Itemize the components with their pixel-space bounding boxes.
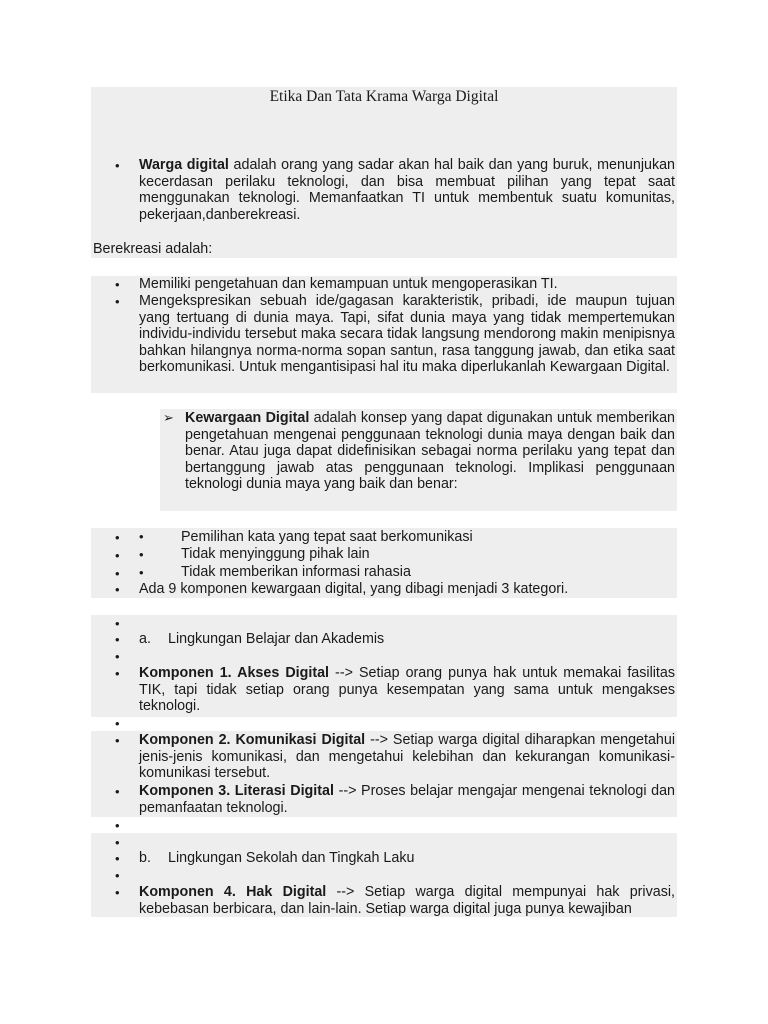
kewargaan-digital-term: Kewargaan Digital <box>185 410 310 426</box>
bullet-icon: • <box>115 649 120 664</box>
document-title: Etika Dan Tata Krama Warga Digital <box>269 88 499 105</box>
bullet-icon: • <box>139 565 144 580</box>
bullet-icon: • <box>115 632 120 647</box>
category-b-letter: b. <box>139 850 151 866</box>
list-item: Memiliki pengetahuan dan kemampuan untuk mengoperasikan TI. <box>139 276 558 292</box>
komponen-3-text: --> Proses belajar mengajar mengenai teknologi dan pemanfaatan teknologi. <box>139 783 675 816</box>
category-a-label: Lingkungan Belajar dan Akademis <box>168 631 385 647</box>
warga-digital-term: Warga digital <box>139 157 229 173</box>
komponen-3-term: Komponen 3. Literasi Digital <box>139 783 334 799</box>
komponen-1-text: --> Setiap orang punya hak untuk memakai fasilitas TIK, tapi tidak setiap orang punya kesempatan yang sama untuk mengakses teknologi. <box>139 665 676 715</box>
komponen-2-term: Komponen 2. Komunikasi Digital <box>139 732 366 748</box>
bullet-icon: • <box>115 582 120 597</box>
list-item: Tidak menyinggung pihak lain <box>181 546 370 562</box>
bullet-icon: • <box>115 566 120 581</box>
bullet-icon: • <box>115 868 120 883</box>
komponen-1-term: Komponen 1. Akses Digital <box>139 665 330 681</box>
komponen-3-paragraph <box>139 783 675 816</box>
komponen-4-text: --> Setiap warga digital mempunyai hak privasi, kebebasan berbicara, dan lain-lain. Setiap warga digital juga punya kewajiban <box>139 884 675 917</box>
komponen-4-paragraph <box>139 884 675 918</box>
arrow-bullet-icon: ➢ <box>163 410 174 425</box>
bullet-icon: • <box>115 548 120 563</box>
category-b-label: Lingkungan Sekolah dan Tingkah Laku <box>168 850 415 866</box>
bullet-icon: • <box>115 818 120 833</box>
bullet-icon: • <box>115 530 120 545</box>
bullet-icon: • <box>139 547 144 562</box>
bullet-icon: • <box>115 835 120 850</box>
list-item: Ada 9 komponen kewargaan digital, yang dibagi menjadi 3 kategori. <box>139 581 569 597</box>
bullet-icon: • <box>115 851 120 866</box>
list-item: Pemilihan kata yang tepat saat berkomunikasi <box>181 529 473 545</box>
kewargaan-digital-text: adalah konsep yang dapat digunakan untuk memberikan pengetahuan mengenai penggunaan teknologi dunia maya dengan baik dan benar. Atau juga dapat didefinisikan sebagai norma perilaku yang tepat dan bertanggung jawab atas penggunaan teknologi. Implikasi penggunaan teknologi dunia maya yang baik dan benar: <box>185 410 675 493</box>
komponen-4-term: Komponen 4. Hak Digital <box>139 884 327 900</box>
bullet-icon: • <box>115 733 120 748</box>
bullet-icon: • <box>139 529 144 544</box>
list-item: Mengekspresikan sebuah ide/gagasan karakteristik, pribadi, ide maupun tujuan yang tertuang di dunia maya. Tapi, sifat dunia maya yang tidak mempertemukan individu-individu tersebut maka secara tidak langsung mendorong makin menipisnya bahkan hilangnya norma-norma sopan santun, rasa tanggung jawab, dan etika saat berkomunikasi. Untuk mengantisipasi hal itu maka diperlukanlah Kewargaan Digital. <box>139 293 675 376</box>
warga-digital-text: adalah orang yang sadar akan hal baik dan yang buruk, menunjukan kecerdasan perilaku teknologi, dan bisa membuat pilihan yang tepat saat menggunakan teknologi. Memanfaatkan TI untuk membentuk suatu komunitas, pekerjaan,danberekreasi. <box>139 157 676 223</box>
bullet-icon: • <box>115 277 120 292</box>
bullet-icon: • <box>115 616 120 631</box>
komponen-2-text: --> Setiap warga digital diharapkan mengetahui jenis-jenis komunikasi, dan mengetahui kelebihan dan kekurangan komunikasi-komunikasi tersebut. <box>139 732 676 782</box>
bullet-icon: • <box>115 784 120 799</box>
category-a-letter: a. <box>139 631 151 647</box>
warga-digital-paragraph <box>139 157 675 223</box>
berekreasi-label: Berekreasi adalah: <box>93 241 213 257</box>
komponen-2-paragraph <box>139 732 675 782</box>
list-item: Tidak memberikan informasi rahasia <box>181 564 411 580</box>
komponen-1-paragraph <box>139 665 675 715</box>
kewargaan-digital-paragraph <box>185 410 675 493</box>
bullet-icon: • <box>115 885 120 900</box>
bullet-icon: • <box>115 294 120 309</box>
bullet-icon: • <box>115 158 120 173</box>
bullet-icon: • <box>115 716 120 731</box>
bullet-icon: • <box>115 666 120 681</box>
